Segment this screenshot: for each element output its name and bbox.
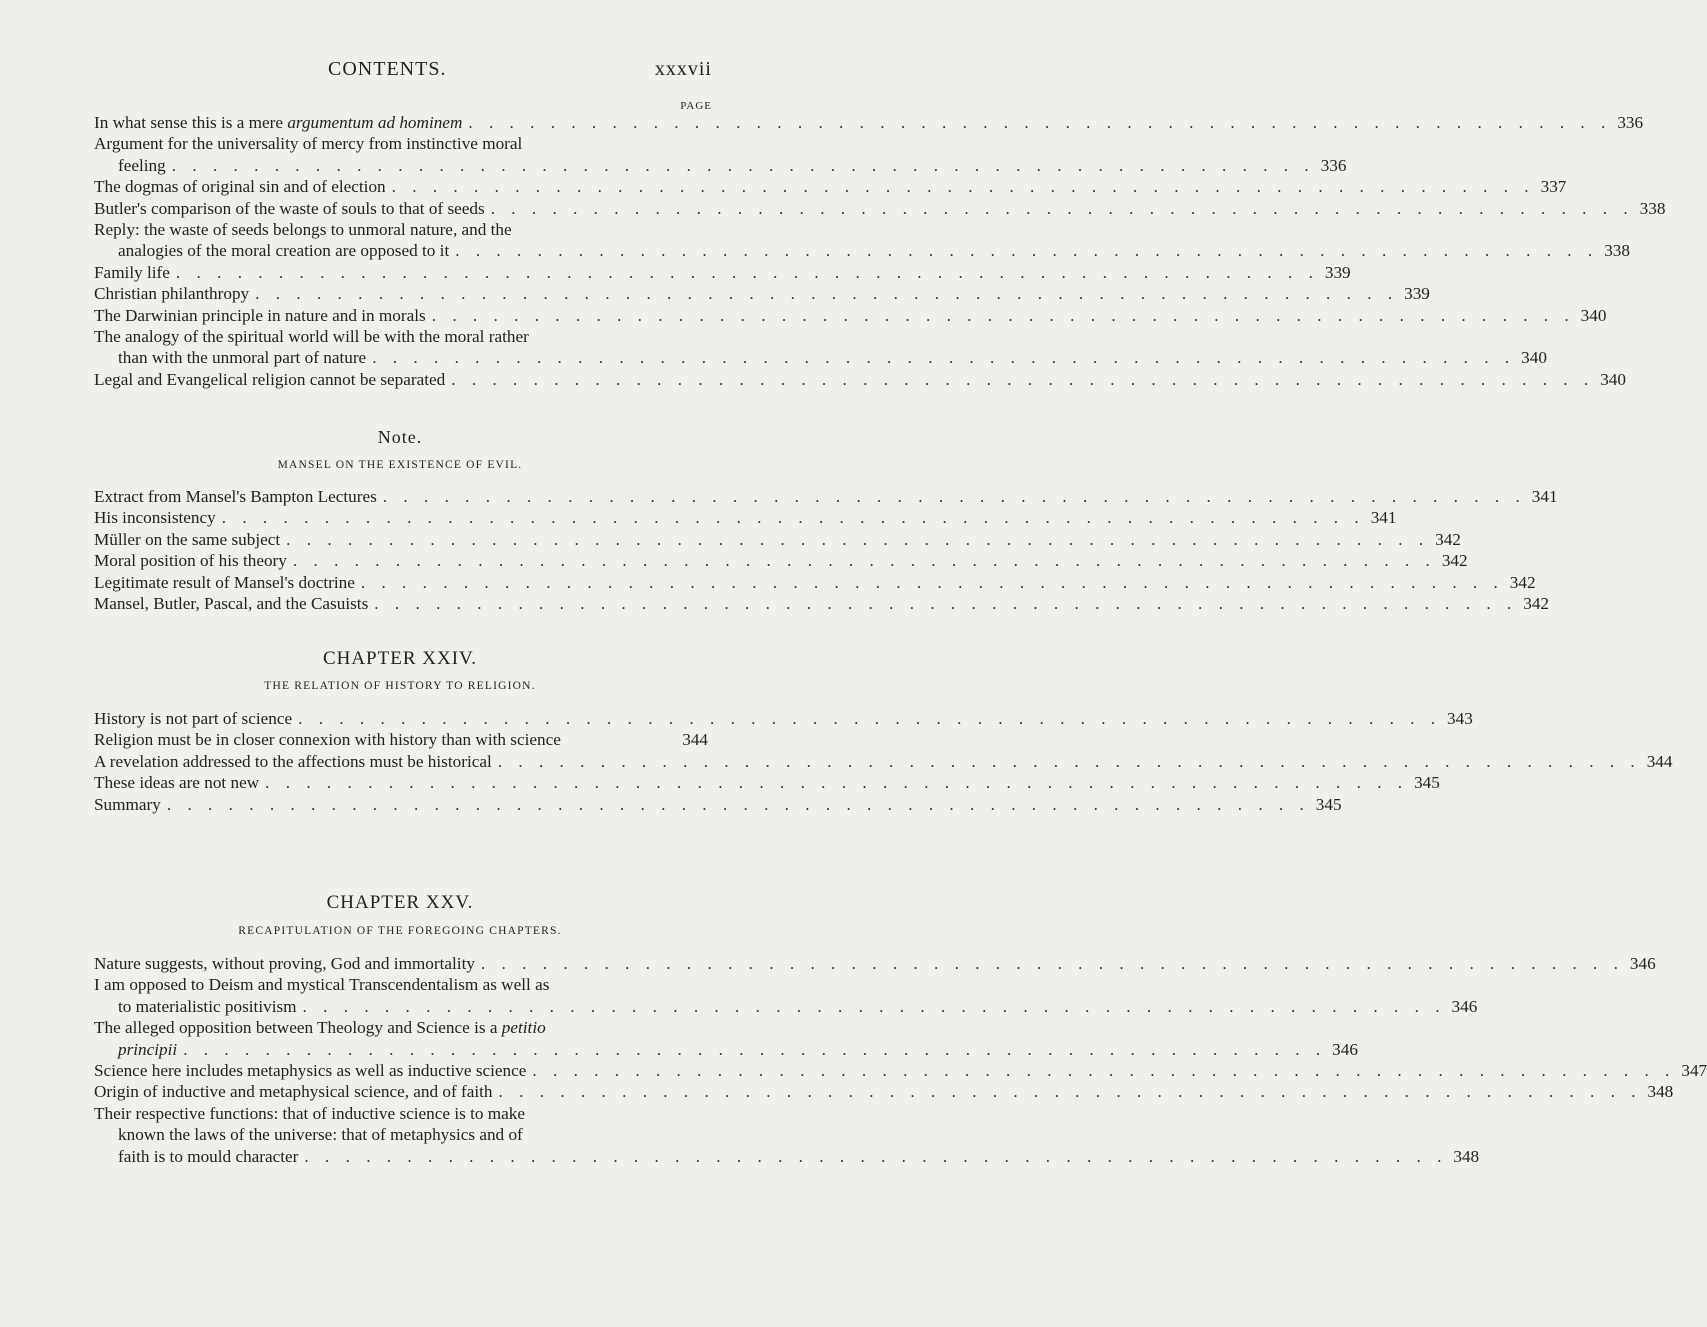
toc-entry xyxy=(94,262,1351,283)
toc-entry xyxy=(94,1017,1358,1060)
toc-entry-text: The analogy of the spiritual world will be with the moral rather xyxy=(94,327,529,347)
dot-leader: . . . . . . . . . . . . . . . . . . . . . . . . . . . . . . . . . . . . . . . . . . . . . . . . . . . . . . . . xyxy=(175,262,1319,282)
toc-page-number: 337 xyxy=(1540,177,1567,197)
dot-leader: . . . . . . . . . . . . . . . . . . . . . . . . . . . . . . . . . . . . . . . . . . . . . . . . . . . . . . . . xyxy=(292,551,1436,571)
toc-entry-text: Religion must be in closer connexion with history than with science xyxy=(94,730,561,750)
toc-entry-text: feeling xyxy=(118,155,166,175)
note-entries xyxy=(94,486,1558,614)
chapter-25-subheading: RECAPITULATION OF THE FOREGOING CHAPTERS. xyxy=(238,925,562,937)
toc-entry xyxy=(94,729,708,750)
note-heading: Note. xyxy=(377,427,423,447)
chapter-25-heading: CHAPTER XXV. xyxy=(326,892,474,913)
toc-entry-text: known the laws of the universe: that of metaphysics and of xyxy=(118,1125,523,1145)
toc-entry xyxy=(94,198,1666,219)
note-subheading: MANSEL ON THE EXISTENCE OF EVIL. xyxy=(277,459,523,471)
dot-leader: . . . . . . . . . . . . . . . . . . . . . . . . . . . . . . . . . . . . . . . . . . . . . . . . . . . . . . . . xyxy=(183,1039,1327,1059)
toc-page-number: 348 xyxy=(1647,1082,1674,1102)
chapter-25-entries xyxy=(94,953,1707,1167)
toc-entry-text: The dogmas of original sin and of election xyxy=(94,177,386,197)
toc-page-number: 344 xyxy=(682,730,708,750)
dot-leader: . . . . . . . . . . . . . . . . . . . . . . . . . . . . . . . . . . . . . . . . . . . . . . . . . . . . . . . . xyxy=(498,1082,1642,1102)
toc-page-number: 340 xyxy=(1600,369,1626,389)
toc-entry-text: Christian philanthropy xyxy=(94,284,250,304)
toc-entry xyxy=(94,112,1644,133)
toc-entry-text: The alleged opposition between Theology and Science is a petitio xyxy=(94,1018,546,1038)
toc-page-number: 342 xyxy=(1435,529,1461,549)
toc-page-number: 345 xyxy=(1315,794,1342,814)
toc-page-number: 338 xyxy=(1604,241,1630,261)
toc-entry-text: to materialistic positivism xyxy=(118,996,297,1016)
toc-entry-text: Argument for the universality of mercy from instinctive moral xyxy=(94,134,523,154)
dot-leader: . . . . . . . . . . . . . . . . . . . . . . . . . . . . . . . . . . . . . . . . . . . . . . . . . . . . . . . . xyxy=(372,348,1516,368)
dot-leader: . . . . . . . . . . . . . . . . . . . . . . . . . . . . . . . . . . . . . . . . . . . . . . . . . . . . . . . . xyxy=(302,996,1446,1016)
toc-page-number: 346 xyxy=(1332,1039,1358,1059)
dot-leader: . . . . . . . . . . . . . . . . . . . . . . . . . . . . . . . . . . . . . . . . . . . . . . . . . . . . . . . . xyxy=(374,594,1518,614)
toc-entry-text: faith is to mould character xyxy=(118,1146,299,1166)
toc-page-number: 345 xyxy=(1414,773,1440,793)
dot-leader: . . . . . . . . . . . . . . . . . . . . . . . . . . . . . . . . . . . . . . . . . . . . . . . . . . . . . . . . xyxy=(166,794,1310,814)
toc-page-number: 346 xyxy=(1451,996,1478,1016)
toc-entry-text: Science here includes metaphysics as well as inductive science xyxy=(94,1061,527,1081)
dot-leader: . . . . . . . . . . . . . . . . . . . . . . . . . . . . . . . . . . . . . . . . . . . . . . . . . . . . . . . . xyxy=(382,487,1526,506)
toc-entry-text: Legal and Evangelical religion cannot be separated xyxy=(94,369,446,389)
chapter-24-subheading: THE RELATION OF HISTORY TO RELIGION. xyxy=(264,680,536,692)
toc-entry-text: Origin of inductive and metaphysical science, and of faith xyxy=(94,1082,493,1102)
toc-entry xyxy=(94,1081,1674,1102)
dot-leader: . . . . . . . . . . . . . . . . . . . . . . . . . . . . . . . . . . . . . . . . . . . . . . . . . . . . . . . . xyxy=(480,954,1624,973)
chapter-24-heading: CHAPTER XXIV. xyxy=(322,648,478,669)
toc-entry xyxy=(94,708,1473,729)
dot-leader: . . . . . . . . . . . . . . . . . . . . . . . . . . . . . . . . . . . . . . . . . . . . . . . . . . . . . . . . xyxy=(451,369,1595,389)
dot-leader: . . . . . . . . . . . . . . . . . . . . . . . . . . . . . . . . . . . . . . . . . . . . . . . . . . . . . . . . xyxy=(431,305,1575,325)
dot-leader: . . . . . . . . . . . . . . . . . . . . . . . . . . . . . . . . . . . . . . . . . . . . . . . . . . . . . . . . xyxy=(391,177,1535,197)
toc-page-number: 346 xyxy=(1629,954,1656,973)
toc-page-number: 342 xyxy=(1441,551,1468,571)
dot-leader: . . . . . . . . . . . . . . . . . . . . . . . . . . . . . . . . . . . . . . . . . . . . . . . . . . . . . . . . xyxy=(490,198,1634,218)
dot-leader: . . . . . . . . . . . . . . . . . . . . . . . . . . . . . . . . . . . . . . . . . . . . . . . . . . . . . . . . xyxy=(360,572,1504,592)
toc-entry xyxy=(94,794,1342,815)
toc-entry-text: Mansel, Butler, Pascal, and the Casuists xyxy=(94,594,369,614)
toc-entry xyxy=(94,176,1567,197)
toc-entry-text: History is not part of science xyxy=(94,709,293,728)
toc-entry xyxy=(94,953,1656,974)
toc-entry-text: These ideas are not new xyxy=(94,773,260,793)
chapter-24-entries xyxy=(94,708,1673,815)
toc-entry xyxy=(94,326,1547,369)
toc-entry-text: Nature suggests, without proving, God and immortality xyxy=(94,954,475,973)
toc-entry-text: Their respective functions: that of inductive science is to make xyxy=(94,1103,525,1123)
toc-page-number: 336 xyxy=(1617,113,1644,132)
toc-entry xyxy=(94,550,1468,571)
dot-leader: . . . . . . . . . . . . . . . . . . . . . . . . . . . . . . . . . . . . . . . . . . . . . . . . . . . . . . . . xyxy=(221,508,1365,528)
dot-leader: . . . . . . . . . . . . . . . . . . . . . . . . . . . . . . . . . . . . . . . . . . . . . . . . . . . . . . . . xyxy=(532,1061,1676,1081)
toc-page-number: 340 xyxy=(1521,348,1547,368)
dot-leader: . . . . . . . . . . . . . . . . . . . . . . . . . . . . . . . . . . . . . . . . . . . . . . . . . . . . . . . . xyxy=(497,751,1641,771)
toc-entry-text: Extract from Mansel's Bampton Lectures xyxy=(94,487,377,506)
toc-entry-text: The Darwinian principle in nature and in morals xyxy=(94,305,426,325)
toc-page-number: 339 xyxy=(1404,284,1430,304)
toc-entry xyxy=(94,1103,1480,1167)
toc-entry xyxy=(94,305,1607,326)
toc-entry-text: His inconsistency xyxy=(94,508,216,528)
dot-leader: . . . . . . . . . . . . . . . . . . . . . . . . . . . . . . . . . . . . . . . . . . . . . . . . . . . . . . . . xyxy=(304,1146,1448,1166)
toc-entry xyxy=(94,751,1673,772)
toc-entry xyxy=(94,529,1461,550)
toc-page-number: 341 xyxy=(1370,508,1397,528)
toc-page-number: 347 xyxy=(1681,1061,1707,1081)
toc-entry-text: than with the unmoral part of nature xyxy=(118,348,367,368)
toc-entry xyxy=(94,133,1347,176)
toc-entry-text: Reply: the waste of seeds belongs to unmoral nature, and the xyxy=(94,220,512,240)
dot-leader: . . . . . . . . . . . . . . . . . . . . . . . . . . . . . . . . . . . . . . . . . . . . . . . . . . . . . . . . xyxy=(265,773,1409,793)
toc-entry xyxy=(94,572,1536,593)
toc-page-number: 342 xyxy=(1523,594,1550,614)
toc-entry-text: Summary xyxy=(94,794,161,814)
toc-entry-text: analogies of the moral creation are opposed to it xyxy=(118,241,450,261)
toc-entry-text: principii xyxy=(118,1039,178,1059)
toc-entry xyxy=(94,1060,1707,1081)
toc-page-number: 340 xyxy=(1580,305,1607,325)
toc-entry-text: Family life xyxy=(94,262,170,282)
toc-page-number: 339 xyxy=(1324,262,1351,282)
toc-entry xyxy=(94,974,1478,1017)
toc-entry xyxy=(94,486,1558,507)
dot-leader: . . . . . . . . . . . . . . . . . . . . . . . . . . . . . . . . . . . . . . . . . . . . . . . . . . . . . . . . xyxy=(468,113,1612,132)
toc-entry-text: Moral position of his theory xyxy=(94,551,287,571)
toc-entry-text: A revelation addressed to the affections must be historical xyxy=(94,751,492,771)
toc-entry xyxy=(94,283,1430,304)
toc-entry xyxy=(94,772,1440,793)
toc-entry xyxy=(94,507,1397,528)
dot-leader: . . . . . . . . . . . . . . . . . . . . . . . . . . . . . . . . . . . . . . . . . . . . . . . . . . . . . . . . xyxy=(286,529,1430,549)
toc-entry-text: Legitimate result of Mansel's doctrine xyxy=(94,572,355,592)
page-column-label: PAGE xyxy=(680,100,712,112)
dot-leader: . . . . . . . . . . . . . . . . . . . . . . . . . . . . . . . . . . . . . . . . . . . . . . . . . . . . . . . . xyxy=(255,284,1399,304)
running-head-title: CONTENTS. xyxy=(328,58,447,80)
toc-page-number: 342 xyxy=(1509,572,1536,592)
toc-page-number: 343 xyxy=(1447,709,1473,728)
toc-entry xyxy=(94,593,1550,614)
toc-page-number: 341 xyxy=(1531,487,1558,506)
toc-page-number: 348 xyxy=(1453,1146,1480,1166)
dot-leader: . . . . . . . . . . . . . . . . . . . . . . . . . . . . . . . . . . . . . . . . . . . . . . . . . . . . . . . . xyxy=(298,709,1442,728)
toc-entry-text: Butler's comparison of the waste of souls to that of seeds xyxy=(94,198,485,218)
toc-entry-text: In what sense this is a mere argumentum ad hominem xyxy=(94,113,463,132)
dot-leader: . . . . . . . . . . . . . . . . . . . . . . . . . . . . . . . . . . . . . . . . . . . . . . . . . . . . . . . . xyxy=(455,241,1599,261)
toc-page-number: 344 xyxy=(1646,751,1673,771)
toc-entry xyxy=(94,369,1626,390)
section-entries xyxy=(94,112,1666,390)
toc-page-number: 336 xyxy=(1320,155,1347,175)
toc-page-number: 338 xyxy=(1639,198,1666,218)
toc-entry-text: Müller on the same subject xyxy=(94,529,281,549)
running-head-page-number: xxxvii xyxy=(654,58,712,80)
dot-leader: . . . . . . . . . . . . . . . . . . . . . . . . . . . . . . . . . . . . . . . . . . . . . . . . . . . . . . . . xyxy=(171,155,1315,175)
toc-entry xyxy=(94,219,1630,262)
running-head xyxy=(0,58,800,86)
toc-entry-text: I am opposed to Deism and mystical Transcendentalism as well as xyxy=(94,975,550,995)
